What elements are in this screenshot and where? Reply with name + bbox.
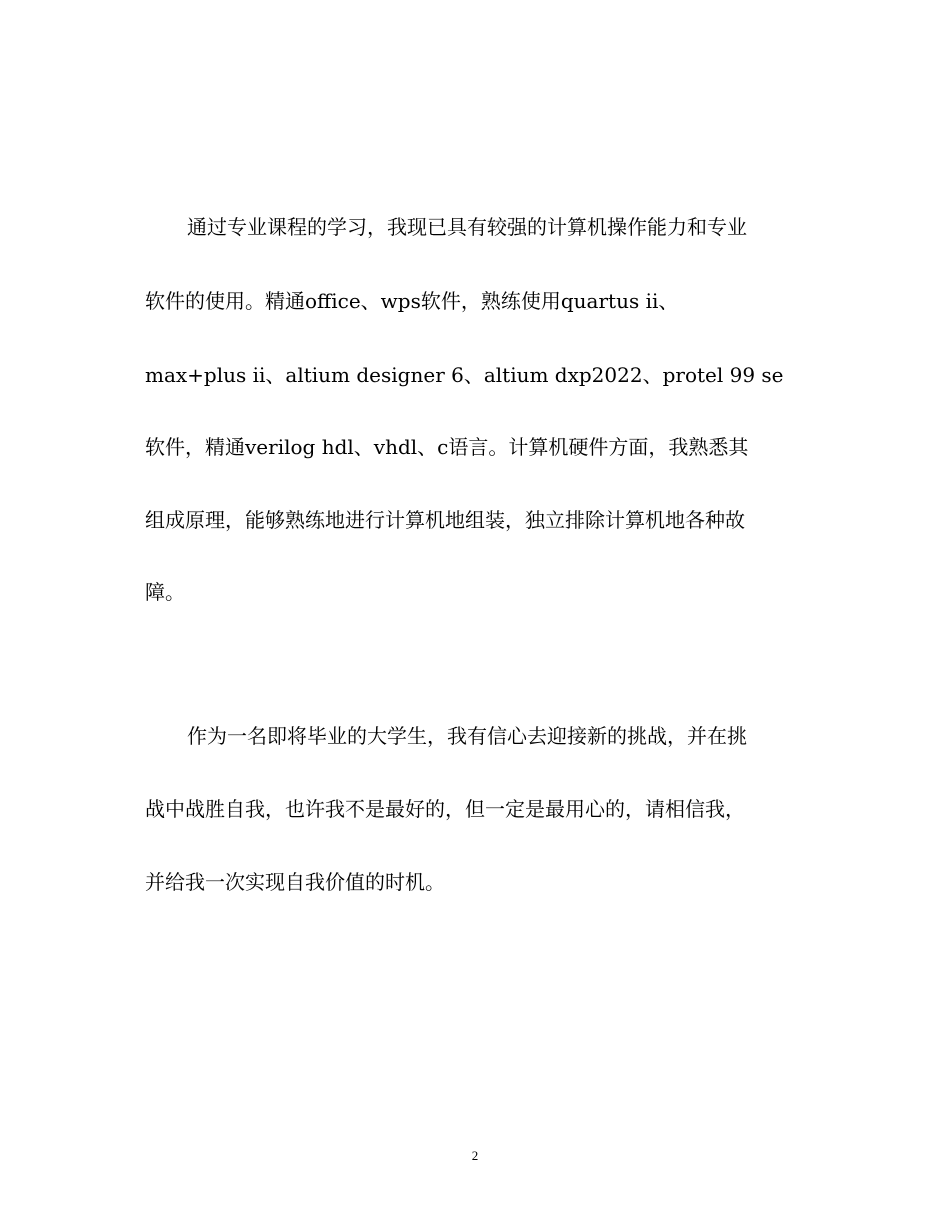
paragraph-line: 战中战胜自我，也许我不是最好的，但一定是最用心的，请相信我， xyxy=(145,797,745,821)
paragraph-line: 障。 xyxy=(145,580,185,604)
paragraph-line: max+plus ii、altium designer 6、altium dxp2022、protel 99 se xyxy=(145,363,784,387)
paragraph-line: 作为一名即将毕业的大学生，我有信心去迎接新的挑战，并在挑 xyxy=(187,724,747,748)
paragraph-line: 通过专业课程的学习，我现已具有较强的计算机操作能力和专业 xyxy=(187,215,747,239)
paragraph-line: 软件的使用。精通office、wps软件，熟练使用quartus ii、 xyxy=(145,289,679,313)
paragraph-line: 软件，精通verilog hdl、vhdl、c语言。计算机硬件方面，我熟悉其 xyxy=(145,435,749,459)
paragraph-line: 并给我一次实现自我价值的时机。 xyxy=(145,870,445,894)
paragraph-line: 组成原理，能够熟练地进行计算机地组装，独立排除计算机地各种故 xyxy=(145,508,745,532)
page-number: 2 xyxy=(471,1148,479,1163)
